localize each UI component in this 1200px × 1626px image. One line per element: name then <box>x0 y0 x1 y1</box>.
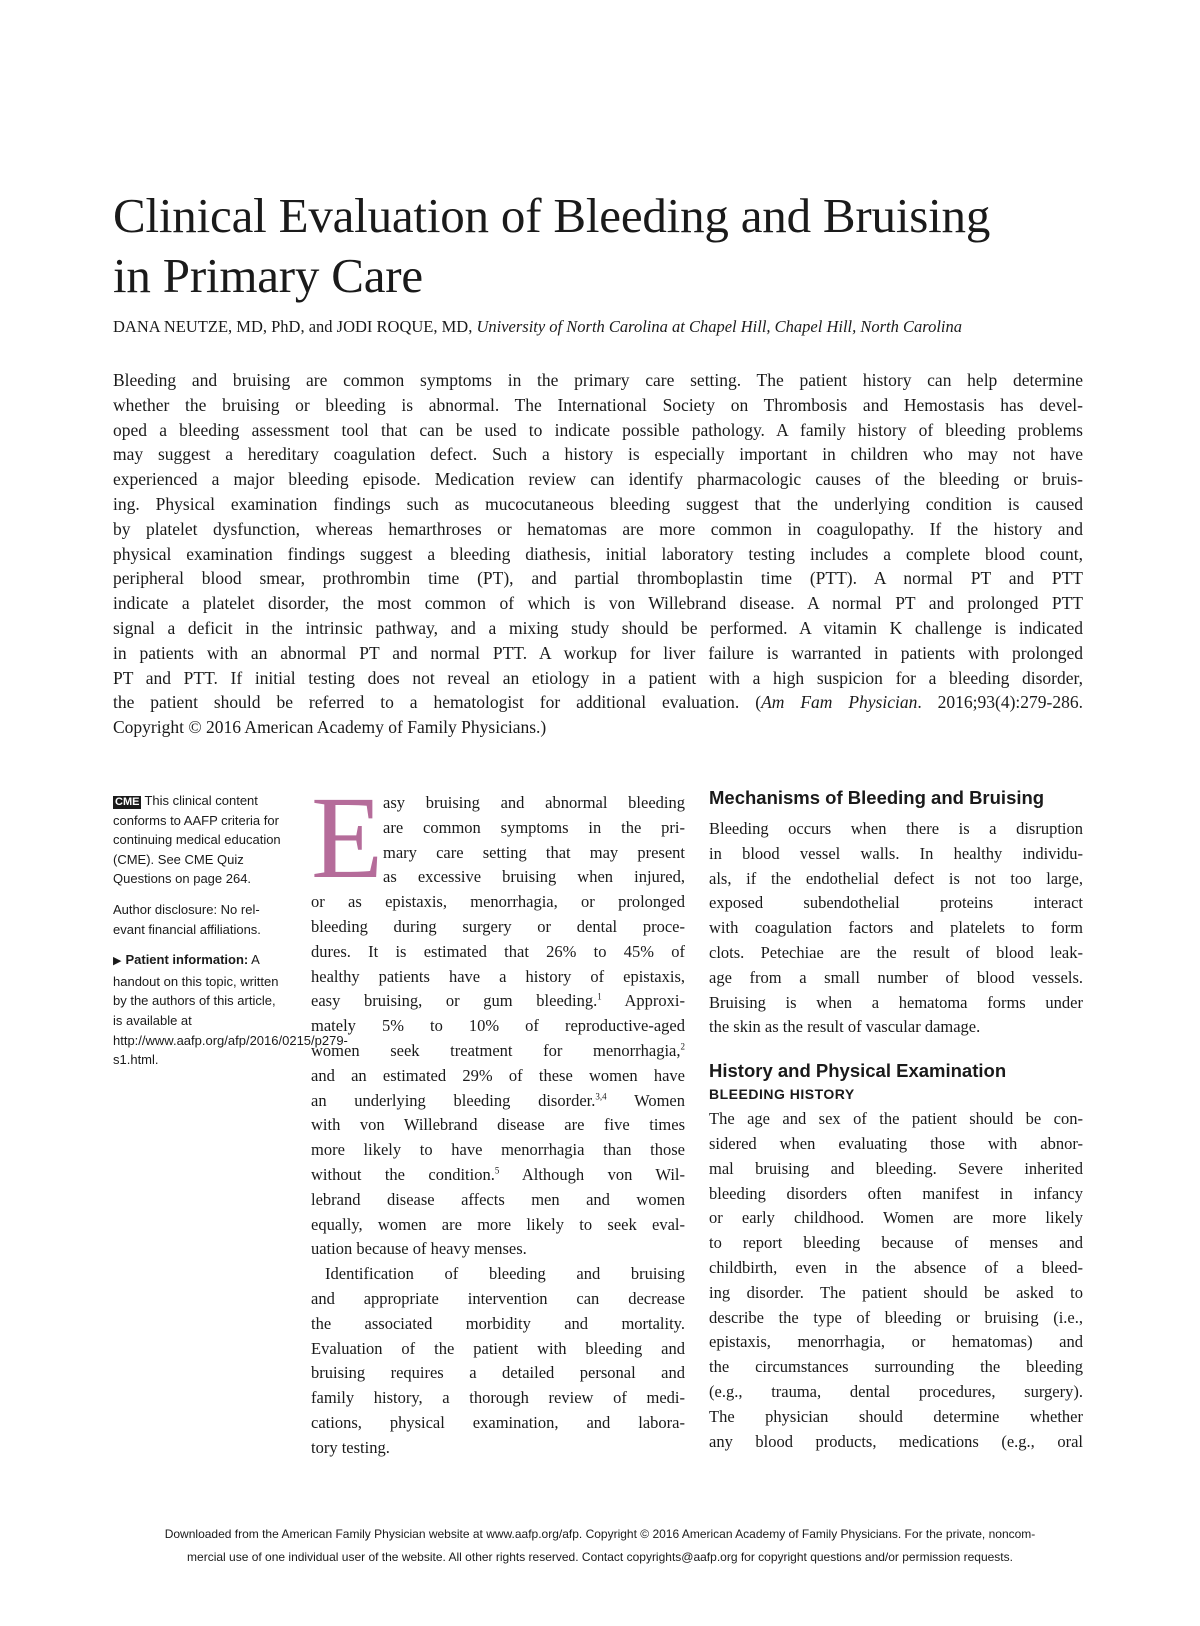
intro-line: lebrand disease affects men and women <box>311 1189 685 1209</box>
history-line: mal bruising and bleeding. Severe inherited <box>709 1158 1083 1178</box>
history-line: sidered when evaluating those with abnor- <box>709 1133 1083 1153</box>
intro-text: easy bruising, or gum bleeding. <box>311 991 598 1011</box>
drop-cap: E <box>311 772 384 903</box>
cme-badge: CME <box>115 796 140 808</box>
intro-line: as excessive bruising when injured, <box>383 867 685 887</box>
intro-line: and an estimated 29% of these women have <box>311 1065 685 1085</box>
intro-line: equally, women are more likely to seek eval- <box>311 1214 685 1234</box>
history-line: The physician should determine whether <box>709 1406 1083 1426</box>
title-line-2: in Primary Care <box>113 248 423 303</box>
intro-line: asy bruising and abnormal bleeding <box>383 793 685 812</box>
mechanisms-line: Bleeding occurs when there is a disruption <box>709 819 1083 838</box>
intro-column <box>311 791 685 1461</box>
abstract-line: by platelet dysfunction, whereas hemarthroses or hematomas are more common in coagulopathy. If the history and <box>113 518 1083 539</box>
reference-1: 1 <box>597 991 602 1002</box>
intro-para2-line: the associated morbidity and mortality. <box>311 1313 685 1333</box>
mechanisms-line: with coagulation factors and platelets to form <box>709 918 1083 938</box>
intro-line: with von Willebrand disease are five times <box>311 1115 685 1135</box>
intro-line: dures. It is estimated that 26% to 45% of <box>311 941 685 961</box>
intro-line: healthy patients have a history of epistaxis, <box>311 966 685 986</box>
abstract-line: experienced a major bleeding episode. Medication review can identify pharmacologic causes of the bleeding or bruis- <box>113 469 1083 490</box>
history-line: The age and sex of the patient should be con- <box>709 1109 1083 1129</box>
abstract-line: signal a deficit in the intrinsic pathway, and a mixing study should be performed. A vitamin K challenge is indicated <box>113 617 1083 638</box>
abstract <box>113 368 1083 740</box>
intro-para2-line: tory testing. <box>311 1437 390 1457</box>
abstract-line: peripheral blood smear, prothrombin time (PT), and partial thromboplastin time (PTT). A normal PT and PTT <box>113 568 1083 589</box>
intro-text: Women <box>606 1090 685 1110</box>
intro-text: without the condition. <box>311 1164 495 1184</box>
triangle-right-icon: ▶ <box>113 955 122 968</box>
history-line: (e.g., trauma, dental procedures, surgery). <box>709 1381 1083 1401</box>
mechanisms-line: age from a small number of blood vessels. <box>709 967 1083 987</box>
abstract-line: in patients with an abnormal PT and normal PTT. A workup for liver failure is warranted in patients with prolonged <box>113 642 1083 663</box>
byline <box>113 316 1113 338</box>
abstract-line: whether the bruising or bleeding is abnormal. The International Society on Thrombosis and Hemostasis has devel- <box>113 394 1083 415</box>
history-line: any blood products, medications (e.g., oral <box>709 1431 1083 1451</box>
cme-text: This clinical content conforms to AAFP criteria for continuing medical education (CME). See CME Quiz Questions on page 264. <box>113 793 281 887</box>
intro-para2-line: family history, a thorough review of medi- <box>311 1388 685 1408</box>
abstract-copyright: Copyright © 2016 American Academy of Family Physicians.) <box>113 717 547 738</box>
intro-line <box>311 989 685 1014</box>
cme-note <box>113 791 285 889</box>
bleeding-history-subheading: BLEEDING HISTORY <box>709 1086 855 1103</box>
mechanisms-line: the skin as the result of vascular damage. <box>709 1017 981 1037</box>
article-title <box>113 186 1113 306</box>
intro-para2-line: bruising requires a detailed personal and <box>311 1363 685 1383</box>
intro-text: Approxi- <box>601 991 685 1011</box>
reference-3-4: 3,4 <box>595 1091 607 1102</box>
intro-line: uation because of heavy menses. <box>311 1239 527 1259</box>
history-line: the circumstances surrounding the bleeding <box>709 1357 1083 1377</box>
intro-line: more likely to have menorrhagia than those <box>311 1140 685 1160</box>
patient-info-link[interactable]: A handout on this topic, written by the authors of this article, is available at http://www.aafp.org/afp/2016/0215/p279-s1.html. <box>113 952 348 1068</box>
history-line: ing disorder. The patient should be asked to <box>709 1282 1083 1302</box>
history-line: bleeding disorders often manifest in infancy <box>709 1183 1083 1203</box>
history-line: to report bleeding because of menses and <box>709 1233 1083 1253</box>
abstract-line-text: the patient should be referred to a hematologist for additional evaluation. ( <box>113 692 762 713</box>
intro-line <box>311 1163 685 1188</box>
citation-details: . 2016;93(4):279-286. <box>917 692 1083 713</box>
intro-para2-line: Identification of bleeding and bruising <box>325 1264 685 1284</box>
abstract-line: PT and PTT. If initial testing does not reveal an etiology in a patient with a high suspicion for a bleeding disorder, <box>113 667 1083 688</box>
mechanisms-line: Bruising is when a hematoma forms under <box>709 992 1083 1012</box>
intro-para2-line: cations, physical examination, and labora- <box>311 1412 685 1432</box>
history-line: epistaxis, menorrhagia, or hematomas) and <box>709 1332 1083 1352</box>
intro-text: women seek treatment for menorrhagia, <box>311 1040 681 1060</box>
reference-5: 5 <box>494 1165 500 1176</box>
affiliation: University of North Carolina at Chapel Hill, Chapel Hill, North Carolina <box>476 317 963 336</box>
intro-line: are common symptoms in the pri- <box>383 817 685 837</box>
intro-para2-line: Evaluation of the patient with bleeding and <box>311 1338 685 1358</box>
intro-line: mately 5% to 10% of reproductive-aged <box>311 1016 685 1036</box>
history-line: childbirth, even in the absence of a bleed- <box>709 1257 1083 1277</box>
intro-para2-line: and appropriate intervention can decrease <box>311 1288 685 1308</box>
author-disclosure: Author disclosure: No rel-evant financial affiliations. <box>113 901 261 937</box>
abstract-line: may suggest a hereditary coagulation defect. Such a history is especially important in children who may not have <box>113 444 1083 465</box>
intro-text: Although von Wil- <box>499 1164 686 1184</box>
footer-line-2: mercial use of one individual user of the website. All other rights reserved. Contact copyrights@aafp.org for copyright questions and/or permission requests. <box>187 1550 1013 1564</box>
mechanisms-line: clots. Petechiae are the result of blood leak- <box>709 942 1083 962</box>
intro-line: mary care setting that may present <box>383 842 685 862</box>
intro-line <box>311 1089 685 1114</box>
title-line-1: Clinical Evaluation of Bleeding and Bruising <box>113 188 991 243</box>
mechanisms-line: in blood vessel walls. In healthy individu- <box>709 843 1083 863</box>
history-line: or early childhood. Women are more likely <box>709 1208 1083 1228</box>
intro-line: or as epistaxis, menorrhagia, or prolonged <box>311 892 685 912</box>
authors: DANA NEUTZE, MD, PhD, and JODI ROQUE, MD, <box>113 317 473 336</box>
intro-line: bleeding during surgery or dental proce- <box>311 916 685 936</box>
abstract-line: physical examination findings suggest a bleeding diathesis, initial laboratory testing includes a complete blood count, <box>113 543 1083 564</box>
abstract-line: oped a bleeding assessment tool that can be used to indicate possible pathology. A family history of bleeding problems <box>113 419 1083 440</box>
abstract-citation-line <box>113 690 1083 715</box>
right-column <box>709 785 1083 1454</box>
patient-info <box>113 950 348 1070</box>
footer-line-1: Downloaded from the American Family Physician website at www.aafp.org/afp. Copyright © 2016 American Academy of Family Physicians. For the private, noncom- <box>164 1527 1036 1541</box>
mechanisms-line: exposed subendothelial proteins interact <box>709 893 1083 913</box>
journal-name: Am Fam Physician <box>761 692 918 713</box>
mechanisms-heading: Mechanisms of Bleeding and Bruising <box>709 787 1045 808</box>
reference-2: 2 <box>680 1041 685 1052</box>
intro-text: an underlying bleeding disorder. <box>311 1090 596 1110</box>
footer-notice <box>0 1523 1200 1569</box>
abstract-line: ing. Physical examination findings such as mucocutaneous bleeding suggest that the underlying condition is caused <box>113 493 1083 514</box>
history-heading: History and Physical Examination <box>709 1060 1007 1082</box>
abstract-line: indicate a platelet disorder, the most common of which is von Willebrand disease. A normal PT and prolonged PTT <box>113 593 1083 614</box>
sidebar <box>113 791 348 1081</box>
history-line: describe the type of bleeding or bruising (i.e., <box>709 1307 1083 1327</box>
mechanisms-line: als, if the endothelial defect is not too large, <box>709 868 1083 888</box>
intro-line <box>311 1039 685 1064</box>
abstract-line: Bleeding and bruising are common symptoms in the primary care setting. The patient history can help determine <box>113 370 1083 390</box>
patient-info-label: Patient information: <box>125 952 249 968</box>
